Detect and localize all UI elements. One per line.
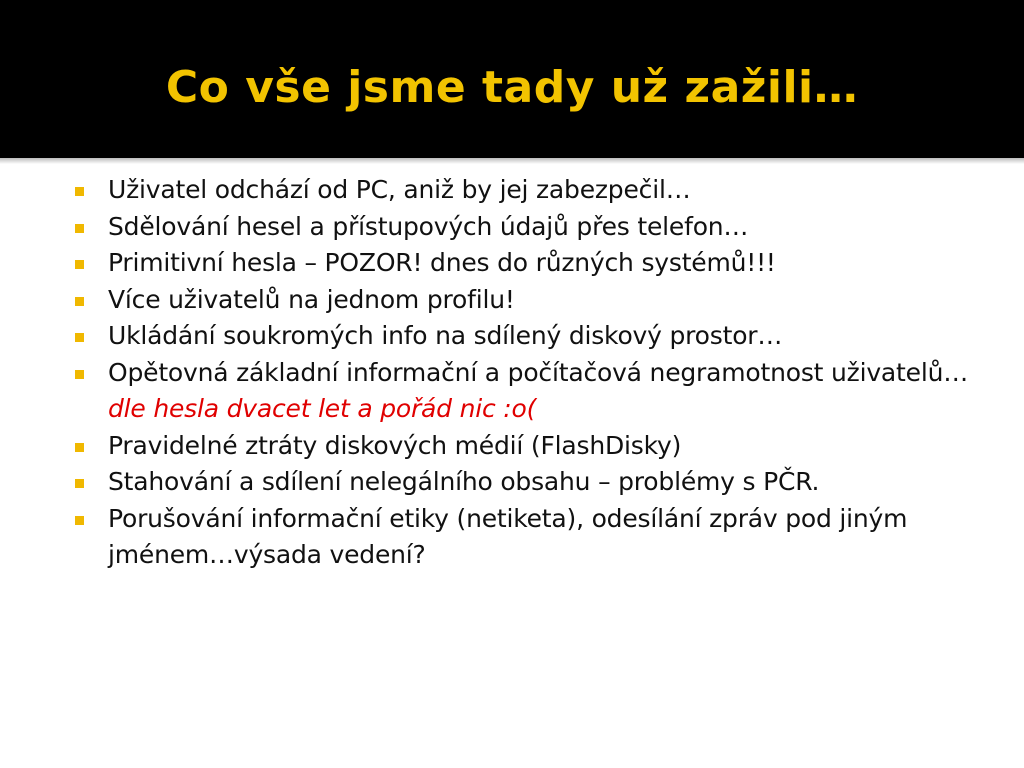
bullet-item xyxy=(72,464,972,501)
square-bullet-icon xyxy=(75,443,84,452)
bullet-text: Opětovná základní informační a počítačová negramotnost uživatelů… xyxy=(108,357,969,387)
title-band xyxy=(0,0,1024,158)
bullet-text: Pravidelné ztráty diskových médií (FlashDisky) xyxy=(108,430,682,460)
bullet-item xyxy=(72,172,972,209)
bullet-item xyxy=(72,501,972,574)
square-bullet-icon xyxy=(75,516,84,525)
bullet-item xyxy=(72,245,972,282)
bullet-item xyxy=(72,428,972,465)
bullet-text: Ukládání soukromých info na sdílený diskový prostor… xyxy=(108,321,783,350)
square-bullet-icon xyxy=(75,297,84,306)
bullet-text: Sdělování hesel a přístupových údajů přes telefon… xyxy=(108,211,749,241)
bullet-text: Stahování a sdílení nelegálního obsahu – problémy s PČR. xyxy=(108,467,820,496)
square-bullet-icon xyxy=(75,479,84,488)
bullet-text: Primitivní hesla – POZOR! dnes do různých systémů!!! xyxy=(108,248,776,277)
square-bullet-icon xyxy=(75,224,84,233)
square-bullet-icon xyxy=(75,260,84,269)
square-bullet-icon xyxy=(75,187,84,196)
bullet-text: Uživatel odchází od PC, aniž by jej zabezpečil… xyxy=(108,175,691,204)
bullet-text: Porušování informační etiky (netiketa), odesílání zpráv pod jiným jménem…výsada vedení? xyxy=(108,503,908,569)
square-bullet-icon xyxy=(75,333,84,342)
bullet-emphasis-text: dle hesla dvacet let a pořád nic :o( xyxy=(108,394,537,423)
title-divider xyxy=(0,158,1024,164)
bullet-item xyxy=(72,282,972,319)
bullet-item xyxy=(72,209,972,246)
bullet-item xyxy=(72,355,972,428)
bullet-text: Více uživatelů na jednom profilu! xyxy=(108,284,515,314)
bullet-item xyxy=(72,318,972,355)
square-bullet-icon xyxy=(75,370,84,379)
bullet-list xyxy=(72,172,972,574)
slide-title: Co vše jsme tady už zažili… xyxy=(165,62,859,113)
